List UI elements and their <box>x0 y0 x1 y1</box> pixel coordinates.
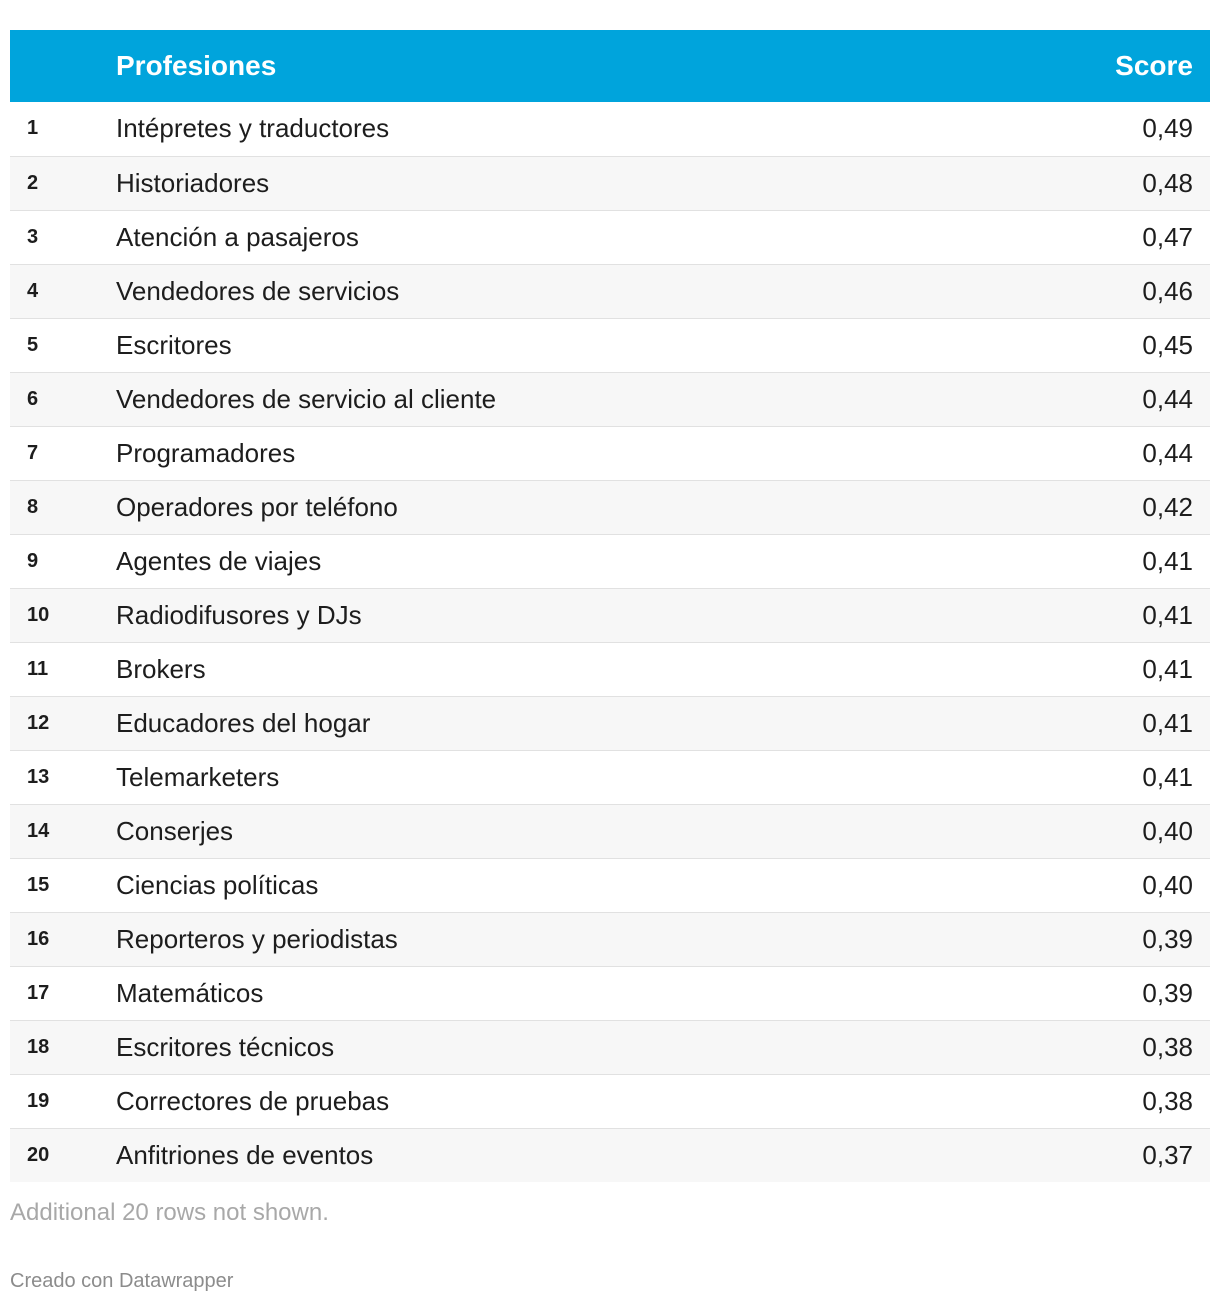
row-profession: Historiadores <box>116 167 270 198</box>
table-row <box>10 858 1210 912</box>
table-row <box>10 318 1210 372</box>
table-body <box>10 102 1210 1182</box>
row-score: 0,37 <box>1142 1139 1193 1170</box>
row-rank: 1 <box>27 117 39 140</box>
row-profession: Escritores <box>116 329 232 360</box>
row-rank: 9 <box>27 549 39 572</box>
row-score: 0,44 <box>1142 437 1193 468</box>
row-profession: Ciencias políticas <box>116 869 319 900</box>
table-row <box>10 1020 1210 1074</box>
row-profession: Anfitriones de eventos <box>116 1139 374 1170</box>
row-rank: 7 <box>27 441 39 464</box>
row-profession: Telemarketers <box>116 761 280 792</box>
row-rank: 11 <box>27 657 49 680</box>
row-score: 0,41 <box>1142 545 1193 576</box>
row-profession: Vendedores de servicio al cliente <box>116 383 497 414</box>
row-rank: 13 <box>27 765 50 788</box>
row-rank: 2 <box>27 171 39 194</box>
row-score: 0,46 <box>1142 275 1193 306</box>
row-score: 0,41 <box>1142 707 1193 738</box>
row-score: 0,44 <box>1142 383 1193 414</box>
row-rank: 18 <box>27 1035 50 1058</box>
professions-column-header[interactable]: Profesiones <box>116 50 277 81</box>
row-score: 0,49 <box>1142 113 1193 144</box>
row-score: 0,42 <box>1142 491 1193 522</box>
table-header-row <box>10 30 1210 102</box>
row-score: 0,38 <box>1142 1031 1193 1062</box>
row-profession: Atención a pasajeros <box>116 221 359 252</box>
table-row <box>10 264 1210 318</box>
datawrapper-credit[interactable]: Creado con Datawrapper <box>10 1270 234 1292</box>
score-column-header[interactable]: Score <box>1115 50 1193 81</box>
row-profession: Educadores del hogar <box>116 707 371 738</box>
row-profession: Conserjes <box>116 815 234 846</box>
row-rank: 15 <box>27 873 50 896</box>
row-rank: 6 <box>27 387 39 410</box>
row-score: 0,41 <box>1142 653 1193 684</box>
data-table-container <box>10 30 1210 1182</box>
rows-not-shown-note: Additional 20 rows not shown. <box>10 1199 329 1226</box>
row-profession: Intépretes y traductores <box>116 113 390 144</box>
row-rank: 12 <box>27 711 50 734</box>
table-row <box>10 642 1210 696</box>
row-profession: Matemáticos <box>116 977 264 1008</box>
row-rank: 17 <box>27 981 50 1004</box>
row-score: 0,45 <box>1142 329 1193 360</box>
table-row <box>10 102 1210 156</box>
table-row <box>10 804 1210 858</box>
table-row <box>10 1128 1210 1182</box>
table-row <box>10 426 1210 480</box>
row-profession: Correctores de pruebas <box>116 1085 390 1116</box>
table-row <box>10 750 1210 804</box>
row-profession: Programadores <box>116 437 296 468</box>
row-rank: 4 <box>27 279 39 302</box>
row-rank: 8 <box>27 495 39 518</box>
row-profession: Reporteros y periodistas <box>116 923 398 954</box>
table-row <box>10 588 1210 642</box>
table-row <box>10 696 1210 750</box>
row-score: 0,39 <box>1142 923 1193 954</box>
data-table <box>10 30 1210 1182</box>
row-score: 0,40 <box>1142 869 1193 900</box>
row-profession: Escritores técnicos <box>116 1031 335 1062</box>
row-rank: 3 <box>27 225 39 248</box>
row-score: 0,41 <box>1142 761 1193 792</box>
table-row <box>10 156 1210 210</box>
row-score: 0,40 <box>1142 815 1193 846</box>
rank-column-header[interactable] <box>10 30 116 102</box>
row-profession: Brokers <box>116 653 206 684</box>
row-rank: 16 <box>27 927 50 950</box>
table-row <box>10 372 1210 426</box>
row-rank: 19 <box>27 1089 50 1112</box>
row-profession: Operadores por teléfono <box>116 491 398 522</box>
row-profession: Agentes de viajes <box>116 545 322 576</box>
row-score: 0,41 <box>1142 599 1193 630</box>
row-rank: 20 <box>27 1143 50 1166</box>
table-row <box>10 210 1210 264</box>
table-row <box>10 966 1210 1020</box>
row-score: 0,47 <box>1142 221 1193 252</box>
row-score: 0,38 <box>1142 1085 1193 1116</box>
row-profession: Radiodifusores y DJs <box>116 599 362 630</box>
table-row <box>10 912 1210 966</box>
table-row <box>10 480 1210 534</box>
row-score: 0,48 <box>1142 167 1193 198</box>
row-rank: 5 <box>27 333 39 356</box>
table-row <box>10 534 1210 588</box>
row-rank: 10 <box>27 603 50 626</box>
row-profession: Vendedores de servicios <box>116 275 400 306</box>
row-score: 0,39 <box>1142 977 1193 1008</box>
row-rank: 14 <box>27 819 50 842</box>
table-row <box>10 1074 1210 1128</box>
